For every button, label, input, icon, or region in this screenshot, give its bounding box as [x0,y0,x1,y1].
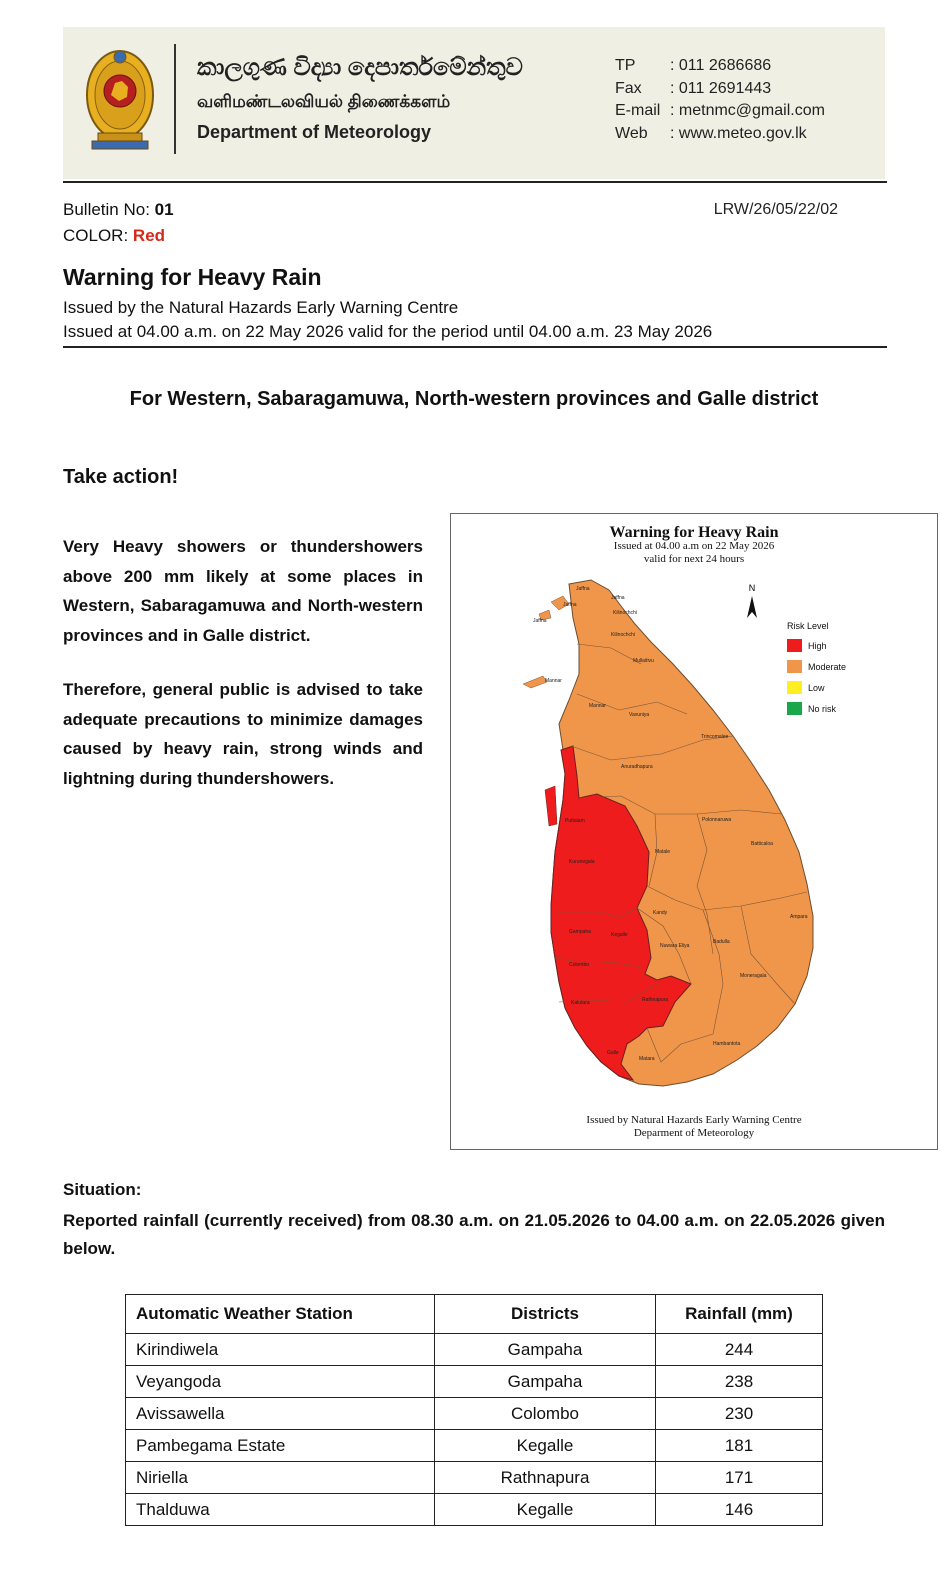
legend-item-no-risk: No risk [787,702,846,715]
label-mannar-2: Mannar [589,703,606,709]
label-mannar-1: Mannar [545,678,562,684]
warning-areas: For Western, Sabaragamuwa, North-western provinces and Galle district [129,388,819,410]
warning-paragraph-1: Very Heavy showers or thundershowers above 200 mm likely at some places in Western, Sabaragamuwa and North-western provinces and in Galle district. [63,537,423,645]
bulletin-number: 01 [154,200,174,219]
table-row [126,1494,823,1526]
column-header-district: Districts [435,1295,656,1334]
situation-text: Reported rainfall (currently received) from 08.30 a.m. on 21.05.2026 to 04.00 a.m. on 22.05.2026 given below. [63,1211,885,1258]
zone-high-risk-coast [545,786,557,826]
department-name-sinhala: කාලගුණ විද්‍යා දෙපාර්තමේන්තුව [197,54,523,81]
district-cell: Colombo [435,1398,656,1430]
rainfall-cell: 171 [656,1462,823,1494]
label-gampaha: Gampaha [569,929,591,935]
bulletin-number-line: Bulletin No: 01 [63,200,174,219]
bulletin-color: Red [132,226,166,245]
north-label: N [748,583,756,593]
label-hambantota: Hambantota [713,1041,741,1047]
label-jaffna-3: Jaffna [563,602,577,608]
table-row [126,1462,823,1494]
legend-swatch-high [787,639,802,652]
label-trincomalee: Trincomalee [701,734,729,740]
map-subtitle-valid: valid for next 24 hours [643,553,745,565]
table-header-row [126,1295,823,1334]
warning-validity: Issued at 04.00 a.m. on 22 May 2026 valid for the period until 04.00 a.m. 23 May 2026 [63,322,713,341]
section-rule [63,346,887,348]
station-cell: Veyangoda [126,1366,435,1398]
label-matara: Matara [639,1056,655,1062]
label-kurunegala: Kurunegala [569,859,595,865]
district-cell: Gampaha [435,1366,656,1398]
sri-lanka-map [451,514,937,1149]
legend-swatch-no-risk [787,702,802,715]
label-anuradhapura: Anuradhapura [621,764,653,770]
rainfall-cell: 181 [656,1430,823,1462]
warning-paragraph-2: Therefore, general public is advised to take adequate precautions to minimize damages caused by heavy rain, strong winds and lightning during thundershowers. [63,680,423,788]
rainfall-cell: 146 [656,1494,823,1526]
map-footer-department: Deparment of Meteorology [633,1127,755,1139]
label-kilinochchi-2: Kilinochchi [611,632,635,638]
label-galle: Galle [607,1050,619,1056]
label-kilinochchi-1: Kilinochchi [613,610,637,616]
label-polonnaruwa: Polonnaruwa [702,817,732,823]
district-cell: Gampaha [435,1334,656,1366]
map-subtitle-issued: Issued at 04.00 a.m on 22 May 2026 [613,540,775,552]
label-kegalle: Kegalle [611,932,628,938]
risk-map [450,513,938,1150]
north-arrow-icon [747,596,757,618]
contact-web[interactable]: Web : www.meteo.gov.lk [615,124,807,142]
label-ratnapura: Rathnapura [642,997,669,1003]
department-name-english: Department of Meteorology [197,122,432,142]
bulletin-meta [63,197,174,249]
district-cell: Kegalle [435,1494,656,1526]
sri-lanka-state-emblem-icon [84,47,156,151]
label-nuwara-eliya: Nuwara Eliya [660,943,690,949]
legend-title: Risk Level [787,621,829,631]
label-vavuniya: Vavuniya [629,712,650,718]
table-row [126,1398,823,1430]
header-divider [174,44,176,154]
bulletin-color-line: COLOR: Red [63,226,166,245]
label-batticaloa: Batticaloa [751,841,773,847]
legend-item-low: Low [787,681,846,694]
legend-item-moderate: Moderate [787,660,846,673]
bulletin-reference: LRW/26/05/22/02 [713,201,838,218]
district-cell: Kegalle [435,1430,656,1462]
header-rule [63,181,887,183]
label-moneragala: Moneragala [740,973,767,979]
label-colombo: Colombo [569,962,590,968]
label-matale: Matale [655,849,671,855]
contact-tp: TP : 011 2686686 [615,57,772,74]
label-kandy: Kandy [653,910,668,916]
legend-swatch-low [787,681,802,694]
rainfall-cell: 230 [656,1398,823,1430]
legend-item-high: High [787,639,846,652]
take-action-heading: Take action! [63,466,179,488]
risk-legend [787,621,846,723]
station-cell: Niriella [126,1462,435,1494]
label-badulla: Badulla [713,939,730,945]
label-jaffna-2: Jaffna [611,595,625,601]
label-ampara: Ampara [790,914,808,920]
island-shape [523,676,547,688]
situation-heading: Situation: [63,1180,142,1199]
table-row [126,1366,823,1398]
contact-fax: Fax : 011 2691443 [615,79,772,97]
rainfall-table [125,1294,823,1526]
district-cell: Rathnapura [435,1462,656,1494]
warning-issuer: Issued by the Natural Hazards Early Warning Centre [63,298,459,317]
station-cell: Thalduwa [126,1494,435,1526]
department-name-tamil: வளிமண்டலவியல் திணைக்களம் [197,92,451,111]
map-footer-issuer: Issued by Natural Hazards Early Warning Centre [586,1114,802,1126]
table-row [126,1430,823,1462]
contact-email[interactable]: E-mail : metnmc@gmail.com [615,102,825,119]
label-kalutara: Kalutara [571,1000,590,1006]
label-mullaitivu: Mullaitivu [633,658,654,664]
legend-swatch-moderate [787,660,802,673]
station-cell: Kirindiwela [126,1334,435,1366]
column-header-station: Automatic Weather Station [126,1295,435,1334]
station-cell: Avissawella [126,1398,435,1430]
warning-title: Warning for Heavy Rain [63,264,322,290]
contact-block [615,55,825,145]
rainfall-cell: 244 [656,1334,823,1366]
rainfall-cell: 238 [656,1366,823,1398]
label-jaffna-1: Jaffna [576,586,590,592]
column-header-rainfall: Rainfall (mm) [656,1295,823,1334]
map-title: Warning for Heavy Rain [609,524,779,541]
label-puttalam: Puttalam [565,818,585,824]
table-row [126,1334,823,1366]
label-jaffna-4: Jaffna [533,618,547,624]
station-cell: Pambegama Estate [126,1430,435,1462]
